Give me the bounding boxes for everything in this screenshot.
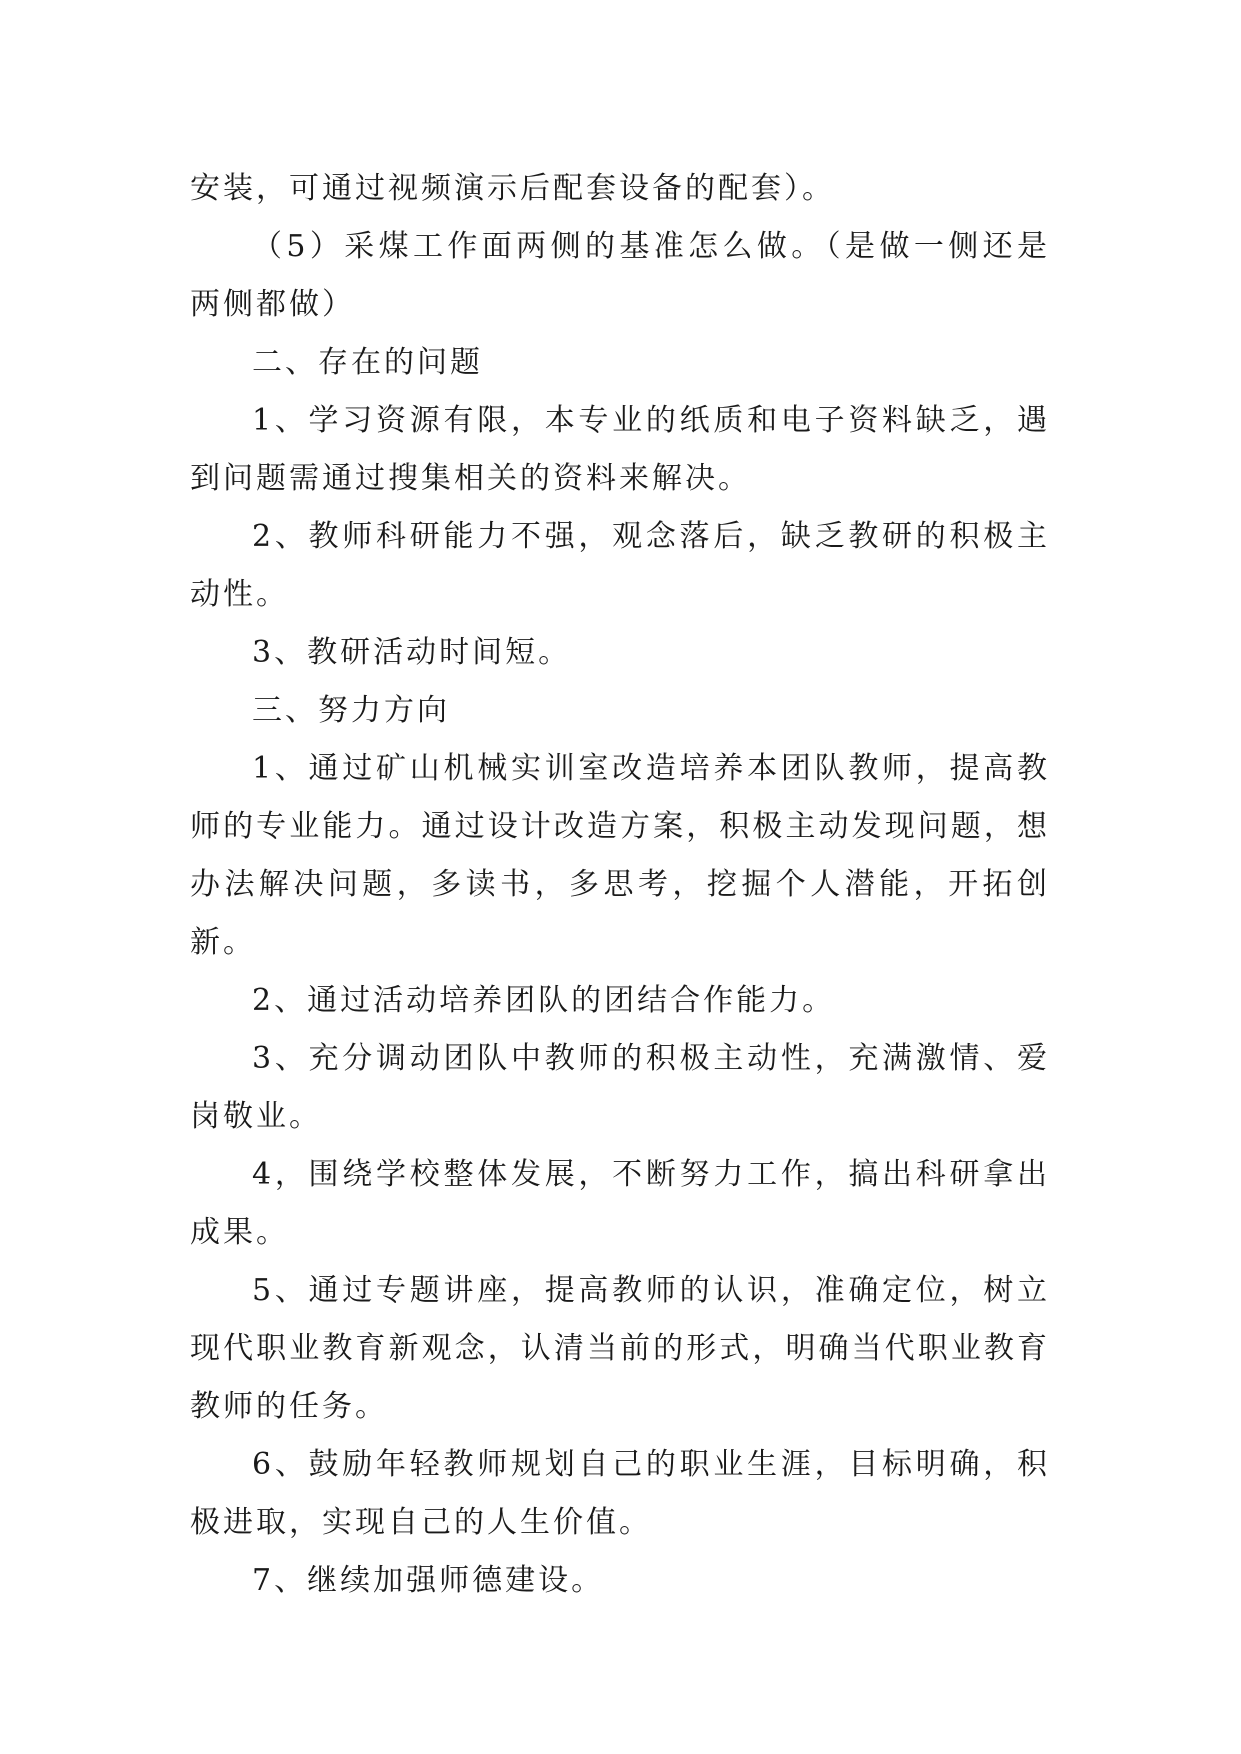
direction-item-5: 5、通过专题讲座，提高教师的认识，准确定位，树立现代职业教育新观念，认清当前的形式，明确当代职业教育教师的任务。	[190, 1273, 1050, 1424]
direction-item-3: 3、充分调动团队中教师的积极主动性，充满激情、爱岗敬业。	[190, 1041, 1050, 1134]
paragraph-continuation: 安装，可通过视频演示后配套设备的配套）。	[190, 171, 835, 206]
direction-item-1: 1、通过矿山机械实训室改造培养本团队教师，提高教师的专业能力。通过设计改造方案，积极主动发现问题，想办法解决问题，多读书，多思考，挖掘个人潜能，开拓创新。	[190, 751, 1050, 960]
direction-item-4: 4，围绕学校整体发展，不断努力工作，搞出科研拿出成果。	[190, 1157, 1050, 1250]
paragraph-item-5: （5）采煤工作面两侧的基准怎么做。（是做一侧还是两侧都做）	[190, 229, 1050, 322]
problem-item-2: 2、教师科研能力不强，观念落后，缺乏教研的积极主动性。	[190, 519, 1050, 612]
section-heading-direction: 三、努力方向	[252, 693, 450, 728]
document-body	[190, 160, 1050, 1610]
direction-item-6: 6、鼓励年轻教师规划自己的职业生涯，目标明确，积极进取，实现自己的人生价值。	[190, 1447, 1050, 1540]
problem-item-1: 1、学习资源有限，本专业的纸质和电子资料缺乏，遇到问题需通过搜集相关的资料来解决。	[190, 403, 1050, 496]
section-heading-problems: 二、存在的问题	[252, 345, 483, 380]
direction-item-2: 2、通过活动培养团队的团结合作能力。	[252, 983, 836, 1018]
problem-item-3: 3、教研活动时间短。	[252, 635, 572, 670]
direction-item-7: 7、继续加强师德建设。	[252, 1563, 605, 1598]
